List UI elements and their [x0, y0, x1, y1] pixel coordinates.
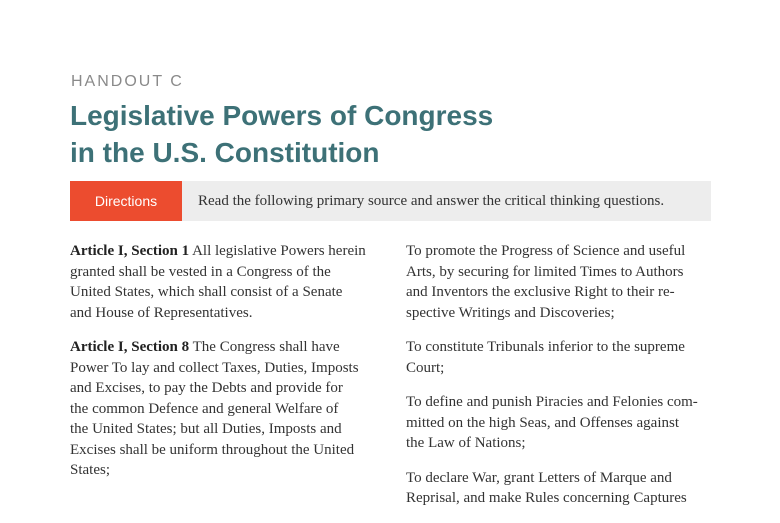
text-line: Arts, by securing for limited Times to Authors	[406, 263, 684, 280]
declare-war-paragraph	[406, 468, 716, 509]
text-line: The Congress shall have	[189, 339, 340, 355]
text-line: spective Writings and Discoveries;	[406, 304, 615, 321]
section-1-heading: Article I, Section 1	[70, 243, 190, 259]
directions-text: Read the following primary source and answer the critical thinking questions.	[198, 192, 665, 209]
title-line-1: Legislative Powers of Congress	[70, 100, 494, 131]
text-line: Court;	[406, 359, 445, 376]
text-line: and Excises, to pay the Debts and provide for	[70, 380, 343, 396]
section-8-heading: Article I, Section 8	[70, 339, 190, 355]
text-line: To promote the Progress of Science and useful	[406, 243, 686, 259]
text-line: All legislative Powers herein	[189, 243, 366, 259]
section-1-paragraph	[70, 241, 380, 323]
text-line: Excises shall be uniform throughout the United	[70, 441, 355, 458]
science-arts-paragraph	[406, 241, 716, 323]
tribunals-paragraph	[406, 337, 716, 378]
text-line: the Law of Nations;	[406, 435, 526, 451]
text-line: mitted on the high Seas, and Offenses against	[406, 414, 680, 431]
section-8-paragraph	[70, 337, 380, 481]
text-line: To define and punish Piracies and Felonies com-	[406, 394, 698, 410]
text-line: To declare War, grant Letters of Marque and	[406, 469, 672, 486]
left-column	[70, 241, 380, 495]
text-line: To constitute Tribunals inferior to the supreme	[406, 339, 685, 355]
text-line: granted shall be vested in a Congress of the	[70, 263, 331, 280]
piracies-paragraph	[406, 392, 716, 454]
text-line: and Inventors the exclusive Right to their re-	[406, 284, 675, 300]
right-column	[406, 241, 716, 523]
page-title	[70, 97, 493, 171]
directions-bar	[70, 181, 711, 221]
text-line: and House of Representatives.	[70, 304, 253, 321]
text-line: United States, which shall consist of a Senate	[70, 284, 343, 300]
directions-label: Directions	[70, 181, 182, 221]
text-line: States;	[70, 462, 110, 478]
title-line-2: in the U.S. Constitution	[70, 137, 380, 168]
text-line: the common Defence and general Welfare of	[70, 400, 339, 417]
handout-kicker: HANDOUT C	[71, 73, 184, 90]
text-line: Power To lay and collect Taxes, Duties, Imposts	[70, 359, 359, 376]
text-line: Reprisal, and make Rules concerning Captures	[406, 490, 687, 506]
text-line: the United States; but all Duties, Imposts and	[70, 421, 342, 437]
